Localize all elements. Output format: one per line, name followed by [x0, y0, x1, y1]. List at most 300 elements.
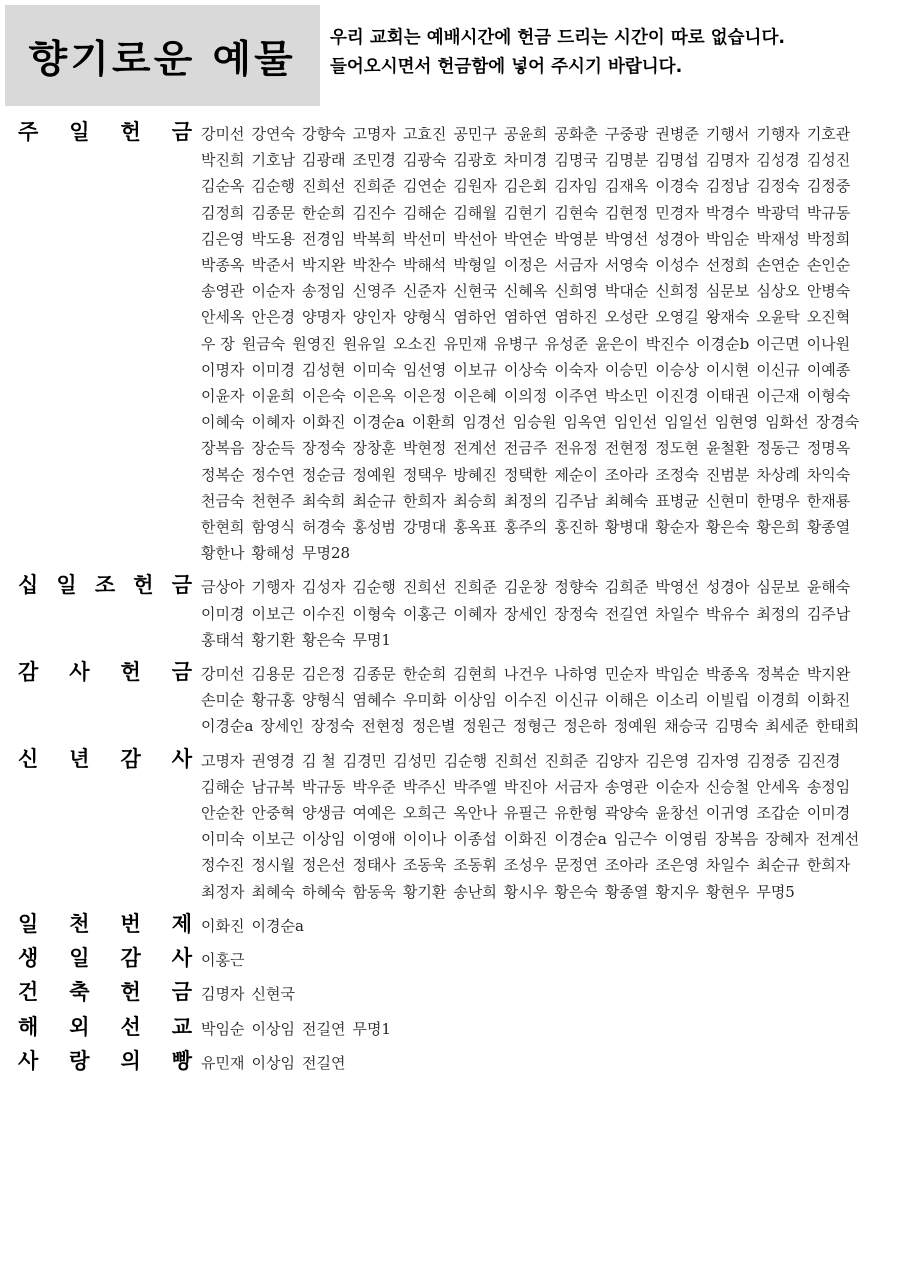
- section-label-char: 사: [18, 1048, 39, 1073]
- donor-name: 김자영: [696, 751, 740, 770]
- donor-name: 유민재: [201, 1053, 245, 1072]
- donor-name: 이경숙: [655, 177, 699, 196]
- section-label-char: 생: [18, 946, 39, 971]
- donor-name: 김명섭: [655, 151, 699, 170]
- donor-name: 조민경: [352, 151, 396, 170]
- donor-name: 김정남: [705, 177, 750, 196]
- donor-name: 이은숙: [301, 387, 346, 406]
- donor-name: 한재룡: [806, 491, 851, 510]
- section-label-char: 조: [94, 573, 116, 598]
- donor-name: 김성경: [756, 151, 800, 170]
- donor-name: 이경순a: [554, 830, 607, 849]
- donor-name: 전계선: [815, 830, 860, 849]
- offering-section: [18, 745, 888, 905]
- donor-name: 김진경: [797, 751, 841, 770]
- donor-name: 이나원: [806, 334, 851, 353]
- donor-name: 이성수: [655, 256, 699, 275]
- donor-name-list: [196, 745, 888, 905]
- notice-line-2: 들어오시면서 헌금함에 넣어 주시기 바랍니다.: [330, 57, 683, 77]
- donor-name: 이주연: [554, 387, 598, 406]
- donor-name: 권영경: [251, 751, 295, 770]
- donor-name: 황종열: [604, 882, 649, 901]
- donor-name: 이소리: [655, 691, 699, 710]
- donor-name: 이형숙: [806, 387, 851, 406]
- donor-name: 진희선: [301, 177, 346, 196]
- donor-name: 박지완: [806, 665, 851, 684]
- section-label-char: 사: [171, 746, 192, 771]
- donor-name: 민순자: [604, 665, 649, 684]
- donor-name: 김순행: [443, 751, 488, 770]
- donor-name: 김양자: [595, 751, 639, 770]
- donor-name: 송정임: [301, 282, 346, 301]
- donor-name: 이보근: [251, 830, 295, 849]
- donor-name: 이상임: [301, 830, 346, 849]
- section-label-char: 일: [18, 911, 39, 936]
- donor-name: 정복순: [756, 665, 800, 684]
- donor-name: 황시우: [503, 882, 548, 901]
- donor-name: 진희준: [453, 578, 497, 597]
- donor-name: 이영림: [664, 830, 708, 849]
- donor-name: 신희정: [655, 282, 699, 301]
- donor-name: 공화춘: [554, 125, 598, 143]
- donor-name: 이이나: [402, 830, 447, 849]
- donor-name: 서영숙: [604, 256, 649, 275]
- donor-name: 무명1: [352, 630, 391, 649]
- donor-name: 김정희: [201, 203, 245, 222]
- donor-name: 김운창: [503, 578, 548, 597]
- donor-name: 정명옥: [806, 439, 851, 458]
- donor-name: 박선미: [402, 229, 447, 248]
- donor-name: 정시월: [251, 856, 295, 875]
- section-label: [18, 1047, 196, 1075]
- donor-name: 염하연: [503, 308, 548, 327]
- donor-name: 손연순: [756, 256, 800, 275]
- donor-name: 신준자: [402, 282, 447, 301]
- section-label-char: 건: [18, 980, 39, 1005]
- donor-name: 임승원: [512, 413, 557, 432]
- donor-name: 정태사: [352, 856, 396, 875]
- donor-name: 심문보: [756, 578, 800, 597]
- section-label-char: 교: [171, 1014, 192, 1039]
- donor-name: 성경아: [655, 229, 699, 248]
- donor-name: 이숙자: [554, 360, 598, 379]
- donor-name: 이윤자: [201, 387, 245, 406]
- donor-name: 진희준: [352, 177, 396, 196]
- donor-name: 황해성: [251, 544, 295, 563]
- section-label-char: 천: [69, 911, 90, 936]
- donor-name: 차익숙: [806, 465, 851, 484]
- donor-name: 차미경: [503, 151, 548, 170]
- donor-name: 박대순: [604, 282, 649, 301]
- donor-name: 박형일: [453, 256, 497, 275]
- donor-name: 우 장: [201, 334, 235, 353]
- donor-name-list: [196, 658, 888, 740]
- donor-name: 이빌립: [705, 691, 750, 710]
- section-label-char: 헌: [120, 980, 141, 1005]
- donor-name: 장정숙: [310, 717, 355, 736]
- donor-name: 기행자: [251, 578, 295, 597]
- donor-name: 김명국: [554, 151, 598, 170]
- donor-name: 장복음: [201, 439, 245, 458]
- donor-name: 이진경: [655, 387, 699, 406]
- donor-name: 이시현: [705, 360, 750, 379]
- donor-name: 박연순: [503, 229, 548, 248]
- donor-name: 정은하: [563, 717, 607, 736]
- donor-name: 금상아: [201, 578, 245, 597]
- donor-name: 천현주: [251, 491, 295, 510]
- donor-name: 무명28: [301, 544, 351, 563]
- donor-name: 이경순a: [201, 717, 254, 736]
- donor-name: 이영애: [352, 830, 396, 849]
- donor-name: 박주엘: [453, 777, 497, 796]
- donor-name: 윤철환: [705, 439, 750, 458]
- donor-name: 이경순b: [696, 334, 750, 353]
- donor-name: 공민구: [453, 125, 497, 143]
- donor-name: 이은혜: [453, 387, 497, 406]
- donor-name: 조갑순: [756, 804, 800, 823]
- donor-name: 김정중: [746, 751, 791, 770]
- section-label-char: 금: [171, 120, 192, 144]
- section-label-char: 외: [69, 1014, 90, 1039]
- donor-name: 박현정: [402, 439, 447, 458]
- donor-name: 황규홍: [251, 691, 295, 710]
- donor-name: 김현희: [453, 665, 497, 684]
- donor-name: 이보근: [251, 604, 295, 623]
- donor-name: 장세인: [503, 604, 548, 623]
- donor-name: 임근수: [613, 830, 658, 849]
- donor-name: 정수진: [201, 856, 245, 875]
- donor-name: 박종옥: [201, 256, 245, 275]
- donor-name: 송영관: [604, 777, 649, 796]
- section-label-char: 감: [18, 660, 39, 685]
- donor-name: 이혜숙: [201, 413, 245, 432]
- donor-name: 김용문: [251, 665, 295, 684]
- donor-name: 오윤탁: [756, 308, 800, 327]
- donor-name: 김광호: [453, 151, 497, 170]
- page-title: 향기로운 예물: [28, 37, 297, 81]
- donor-name: 이상숙: [503, 360, 548, 379]
- donor-name: 함동욱: [352, 882, 396, 901]
- donor-name: 이형숙: [352, 604, 396, 623]
- donor-name: 하혜숙: [301, 882, 346, 901]
- donor-name: 김해월: [453, 203, 497, 222]
- donor-name-list: [196, 1013, 888, 1042]
- donor-name: 황종열: [806, 518, 851, 537]
- donor-name: 임현영: [714, 413, 759, 432]
- donor-name: 김종문: [251, 203, 295, 222]
- offering-sections: [18, 118, 888, 1081]
- donor-name: 오영길: [655, 308, 699, 327]
- donor-name: 조아라: [604, 465, 649, 484]
- donor-name-list: [196, 978, 888, 1007]
- offering-section: [18, 1013, 888, 1042]
- donor-name: 임인선: [613, 413, 658, 432]
- donor-name: 김명자: [201, 985, 245, 1004]
- donor-name: 김현정: [604, 203, 649, 222]
- donor-name: 윤은이: [595, 334, 639, 353]
- section-label-char: 선: [120, 1014, 141, 1039]
- donor-name: 원유일: [342, 334, 387, 353]
- donor-name: 유민재: [443, 334, 488, 353]
- donor-name: 이혜자: [251, 413, 295, 432]
- donor-name: 박주신: [402, 777, 447, 796]
- donor-name: 이미경: [806, 804, 851, 823]
- donor-name: 이경희: [756, 691, 800, 710]
- donor-name: 장정숙: [301, 439, 346, 458]
- donor-name: 제순이: [554, 465, 598, 484]
- donor-name: 임일선: [664, 413, 708, 432]
- donor-name: 박영선: [655, 578, 699, 597]
- donor-name: 진희준: [544, 751, 589, 770]
- section-label-char: 일: [56, 573, 77, 598]
- section-label-char: 십: [18, 573, 39, 598]
- donor-name: 차일수: [655, 604, 699, 623]
- donor-name: 김은회: [503, 177, 548, 196]
- donor-name: 이미경: [201, 604, 245, 623]
- donor-name: 강연숙: [251, 125, 295, 143]
- donor-name: 이태권: [705, 387, 750, 406]
- donor-name: 이홍근: [402, 604, 447, 623]
- donor-name: 신혜옥: [503, 282, 548, 301]
- donor-name: 왕재숙: [705, 308, 750, 327]
- donor-name: 장복음: [714, 830, 759, 849]
- donor-name: 전현정: [361, 717, 405, 736]
- donor-name: 채승국: [664, 717, 708, 736]
- donor-name: 이수진: [301, 604, 346, 623]
- offering-section: [18, 118, 888, 566]
- donor-name: 김정숙: [756, 177, 800, 196]
- donor-name: 신현국: [453, 282, 497, 301]
- donor-name: 염하언: [453, 308, 497, 327]
- donor-name: 박도용: [251, 229, 295, 248]
- donor-name: 김은영: [645, 751, 690, 770]
- donor-name: 이미경: [251, 360, 295, 379]
- page-header: [0, 0, 900, 108]
- donor-name: 홍주의: [503, 518, 548, 537]
- section-label-char: 축: [69, 980, 90, 1005]
- donor-name: 장순득: [251, 439, 295, 458]
- donor-name: 이예종: [806, 360, 851, 379]
- donor-name: 공윤희: [503, 125, 548, 143]
- donor-name: 허경숙: [301, 518, 346, 537]
- donor-name: 한순희: [301, 203, 346, 222]
- donor-name: 김순행: [251, 177, 295, 196]
- section-label-char: 금: [171, 573, 192, 598]
- notice-line-1: 우리 교회는 예배시간에 헌금 드리는 시간이 따로 없습니다.: [330, 28, 786, 48]
- donor-name: 이수진: [503, 691, 548, 710]
- donor-name: 문정연: [554, 856, 598, 875]
- donor-name: 최혜숙: [604, 491, 649, 510]
- donor-name: 황지우: [655, 882, 699, 901]
- donor-name: 박진희: [201, 151, 245, 170]
- section-label-char: 사: [69, 660, 90, 685]
- donor-name: 무명1: [352, 1019, 391, 1038]
- donor-name: 박임순: [705, 229, 750, 248]
- donor-name: 기행서: [705, 125, 750, 143]
- donor-name: 이화진: [201, 916, 245, 935]
- donor-name: 유병구: [494, 334, 538, 353]
- donor-name: 신현국: [251, 985, 295, 1004]
- section-label-char: 년: [69, 746, 90, 771]
- donor-name: 이화진: [806, 691, 851, 710]
- donor-name: 고명자: [352, 125, 396, 143]
- donor-name: 김광래: [301, 151, 346, 170]
- donor-name: 나건우: [503, 665, 548, 684]
- section-label-char: 랑: [69, 1048, 90, 1073]
- donor-name: 김정중: [806, 177, 851, 196]
- donor-name: 차상례: [756, 465, 800, 484]
- donor-name: 김재옥: [604, 177, 649, 196]
- offering-section: [18, 944, 888, 973]
- donor-name: 김명숙: [714, 717, 759, 736]
- donor-name: 이의정: [503, 387, 548, 406]
- donor-name: 박규동: [806, 203, 851, 222]
- donor-name: 한현희: [201, 518, 245, 537]
- donor-name: 최정의: [756, 604, 800, 623]
- donor-name: 이해은: [604, 691, 649, 710]
- section-label: [18, 118, 196, 146]
- donor-name: 박경수: [705, 203, 750, 222]
- donor-name: 오성란: [604, 308, 649, 327]
- donor-name: 이경순a: [352, 413, 405, 432]
- donor-name: 윤해숙: [806, 578, 851, 597]
- donor-name: 고효진: [402, 125, 447, 143]
- donor-name: 박진수: [645, 334, 690, 353]
- donor-name: 신희영: [554, 282, 598, 301]
- donor-name: 황은희: [756, 518, 800, 537]
- donor-name: 우미화: [402, 691, 447, 710]
- section-label: [18, 978, 196, 1006]
- donor-name: 윤창선: [655, 804, 699, 823]
- donor-name: 정향숙: [554, 578, 598, 597]
- donor-name: 강미선: [201, 125, 245, 143]
- donor-name: 이미숙: [201, 830, 245, 849]
- section-label-char: 헌: [120, 120, 141, 144]
- donor-name: 조동휘: [453, 856, 497, 875]
- donor-name: 심상오: [756, 282, 800, 301]
- section-label: [18, 571, 196, 599]
- donor-name: 김해순: [402, 203, 447, 222]
- section-label-char: 해: [18, 1014, 39, 1039]
- donor-name: 진희선: [402, 578, 447, 597]
- donor-name: 황현우: [705, 882, 750, 901]
- donor-name: 전금주: [503, 439, 548, 458]
- offering-section: [18, 1047, 888, 1076]
- donor-name-list: [196, 571, 888, 653]
- donor-name-list: [196, 944, 888, 973]
- donor-name: 김성현: [301, 360, 346, 379]
- donor-name: 한순희: [402, 665, 447, 684]
- donor-name: 박지완: [301, 256, 346, 275]
- donor-name: 전길연: [301, 1053, 346, 1072]
- donor-name: 김순옥: [201, 177, 245, 196]
- donor-name: 홍진하: [554, 518, 598, 537]
- donor-name: 최정의: [503, 491, 548, 510]
- donor-name: 곽양숙: [604, 804, 649, 823]
- donor-name: 이순자: [251, 282, 295, 301]
- donor-name: 홍태석: [201, 630, 245, 649]
- donor-name-list: [196, 1047, 888, 1076]
- donor-name: 황은숙: [301, 630, 346, 649]
- donor-name: 박해석: [402, 256, 447, 275]
- donor-name: 유성준: [544, 334, 589, 353]
- donor-name: 전길연: [301, 1019, 346, 1038]
- donor-name: 김순행: [352, 578, 396, 597]
- donor-name: 선정희: [705, 256, 750, 275]
- donor-name: 전현정: [604, 439, 649, 458]
- donor-name: 장혜자: [765, 830, 809, 849]
- donor-name: 정동근: [756, 439, 800, 458]
- donor-name: 황한나: [201, 544, 245, 563]
- section-label-char: 일: [69, 946, 90, 971]
- donor-name: 김성자: [301, 578, 346, 597]
- donor-name: 김종문: [352, 665, 396, 684]
- donor-name: 이환희: [411, 413, 456, 432]
- donor-name: 안세옥: [201, 308, 245, 327]
- donor-name: 임화선: [765, 413, 809, 432]
- donor-name: 여예은: [352, 804, 396, 823]
- title-box: [5, 5, 320, 106]
- donor-name: 정형근: [512, 717, 557, 736]
- donor-name: 임경선: [462, 413, 506, 432]
- donor-name: 정은별: [411, 717, 456, 736]
- donor-name: 이경순a: [251, 916, 304, 935]
- donor-name: 박규동: [301, 777, 346, 796]
- offering-section: [18, 658, 888, 740]
- donor-name: 염하진: [554, 308, 598, 327]
- donor-name: 송영관: [201, 282, 245, 301]
- donor-name: 신현미: [705, 491, 750, 510]
- donor-name: 서금자: [554, 256, 598, 275]
- donor-name: 이신규: [756, 360, 800, 379]
- section-label-char: 헌: [120, 660, 141, 685]
- donor-name: 방혜진: [453, 465, 497, 484]
- donor-name: 박재성: [756, 229, 800, 248]
- section-label-char: 일: [69, 120, 90, 144]
- donor-name: 이명자: [201, 360, 245, 379]
- donor-name-list: [196, 118, 888, 566]
- donor-name: 안중혁: [251, 804, 295, 823]
- donor-name: 성경아: [705, 578, 750, 597]
- donor-name: 오진혁: [806, 308, 851, 327]
- donor-name: 장정숙: [554, 604, 598, 623]
- donor-name: 양형식: [301, 691, 346, 710]
- donor-name: 정택우: [402, 465, 447, 484]
- donor-name: 원금숙: [241, 334, 286, 353]
- donor-name: 조정숙: [655, 465, 699, 484]
- donor-name: 최순규: [352, 491, 396, 510]
- donor-name: 염혜수: [352, 691, 396, 710]
- section-label-char: 헌: [133, 573, 154, 598]
- donor-name: 이종섭: [453, 830, 497, 849]
- donor-name: 이상임: [251, 1019, 295, 1038]
- donor-name: 서금자: [554, 777, 598, 796]
- donor-name: 오소진: [393, 334, 437, 353]
- donor-name: 김현숙: [554, 203, 598, 222]
- donor-name: 정예원: [613, 717, 658, 736]
- donor-name: 옥안나: [453, 804, 497, 823]
- donor-name: 김자임: [554, 177, 598, 196]
- donor-name: 이홍근: [201, 951, 245, 970]
- donor-name: 황은숙: [705, 518, 750, 537]
- section-label: [18, 910, 196, 938]
- donor-name: 차일수: [705, 856, 750, 875]
- donor-name: 최혜숙: [251, 882, 295, 901]
- donor-name: 구중광: [604, 125, 649, 143]
- donor-name: 정순금: [301, 465, 346, 484]
- donor-name: 이상임: [251, 1053, 295, 1072]
- donor-name: 박영선: [604, 229, 649, 248]
